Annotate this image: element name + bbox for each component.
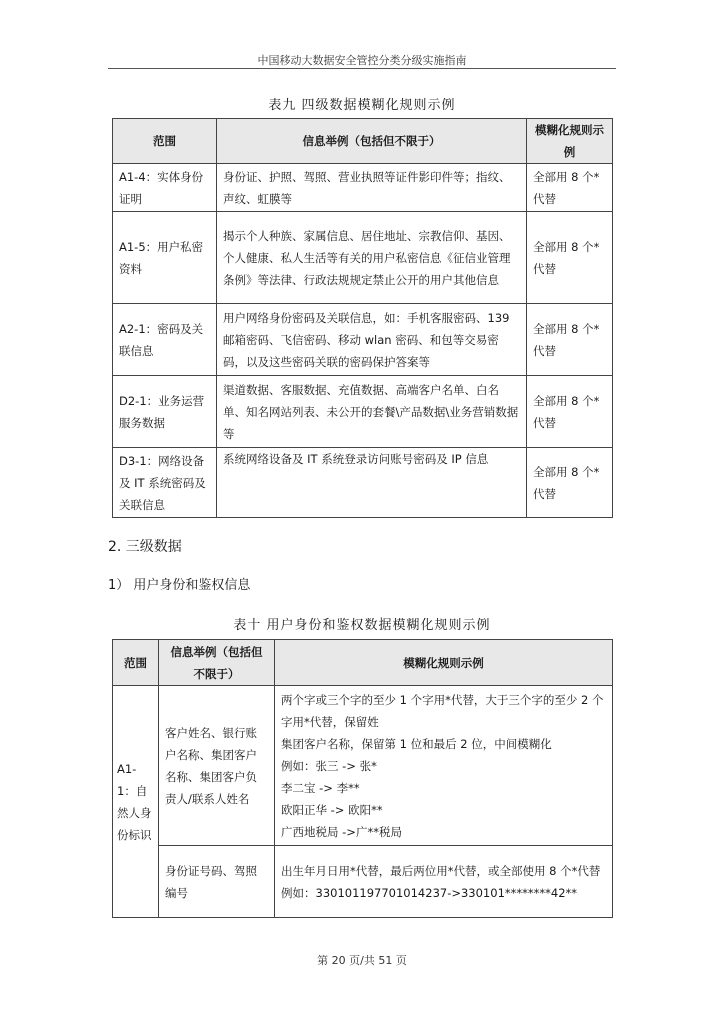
rule-line: 两个字或三个字的至少 1 个字用*代替，大于三个字的至少 2 个字用*代替，保留姓 [281, 692, 604, 729]
table9-scope-cell: A2-1：密码及关联信息 [113, 304, 217, 376]
table-row [113, 376, 613, 448]
table9-rule-cell: 全部用 8 个*代替 [527, 304, 613, 376]
table10-rule-cell [275, 686, 613, 846]
table9-rule-cell: 全部用 8 个*代替 [527, 376, 613, 448]
table9-scope-cell: A1-4：实体身份证明 [113, 164, 217, 212]
table9-rule-cell: 全部用 8 个*代替 [527, 164, 613, 212]
page-header: 中国移动大数据安全管控分类分级实施指南 [257, 54, 467, 67]
table10-header-info: 信息举例（包括但不限于） [159, 640, 275, 686]
table9-info-cell: 渠道数据、客服数据、充值数据、高端客户名单、白名单、知名网站列表、未公开的套餐\产品数据\业务营销数据等 [217, 376, 527, 448]
table9 [112, 118, 613, 518]
table9-info-cell: 系统网络设备及 IT 系统登录访问账号密码及 IP 信息 [217, 448, 527, 518]
subsection-heading: 1） 用户身份和鉴权信息 [108, 578, 251, 593]
table9-header-info: 信息举例（包括但不限于） [217, 119, 527, 164]
table-row [113, 304, 613, 376]
page-number: 第 20 页/共 51 页 [317, 954, 407, 967]
rule-line: 出生年月日用*代替，最后两位用*代替，或全部使用 8 个*代替 [281, 863, 601, 878]
table-row [113, 212, 613, 304]
table10-rule-cell [275, 846, 613, 918]
section-heading: 2. 三级数据 [108, 539, 182, 555]
table9-caption: 表九 四级数据模糊化规则示例 [268, 98, 456, 113]
table10-caption: 表十 用户身份和鉴权数据模糊化规则示例 [233, 618, 491, 633]
table-row [113, 686, 613, 846]
table10-info-cell: 身份证号码、驾照编号 [159, 846, 275, 918]
table9-header-scope: 范围 [113, 119, 217, 164]
rule-line: 欧阳正华 -> 欧阳** [281, 802, 383, 817]
table10-header-rule: 模糊化规则示例 [275, 640, 613, 686]
table9-info-cell: 身份证、护照、驾照、营业执照等证件影印件等；指纹、声纹、虹膜等 [217, 164, 527, 212]
table9-scope-cell: D3-1：网络设备及 IT 系统密码及关联信息 [113, 448, 217, 518]
table9-scope-cell: A1-5：用户私密资料 [113, 212, 217, 304]
table9-info-cell: 揭示个人种族、家属信息、居住地址、宗教信仰、基因、个人健康、私人生活等有关的用户私密信息《征信业管理条例》等法律、行政法规规定禁止公开的用户其他信息 [217, 212, 527, 304]
table9-info-cell: 用户网络身份密码及关联信息，如：手机客服密码、139 邮箱密码、飞信密码、移动 wlan 密码、和包等交易密码，以及这些密码关联的密码保护答案等 [217, 304, 527, 376]
rule-line: 集团客户名称，保留第 1 位和最后 2 位，中间模糊化 [281, 736, 552, 751]
header-divider [108, 68, 616, 69]
table10-info-cell: 客户姓名、银行账户名称、集团客户名称、集团客户负责人/联系人姓名 [159, 686, 275, 846]
rule-line: 李二宝 -> 李** [281, 780, 360, 795]
rule-line: 广西地税局 ->广**税局 [281, 824, 402, 839]
rule-line: 例如：张三 -> 张* [281, 758, 377, 773]
table9-rule-cell: 全部用 8 个*代替 [527, 448, 613, 518]
table-row [113, 164, 613, 212]
table-row [113, 448, 613, 518]
table9-rule-cell: 全部用 8 个*代替 [527, 212, 613, 304]
table9-scope-cell: D2-1：业务运营服务数据 [113, 376, 217, 448]
table10 [112, 639, 613, 918]
rule-line: 例如：330101197701014237->330101********42** [281, 885, 578, 900]
table-row [113, 846, 613, 918]
table9-header-rule: 模糊化规则示例 [527, 119, 613, 164]
table10-header-scope: 范围 [113, 640, 159, 686]
table10-scope-cell: A1-1：自然人身份标识 [113, 686, 159, 918]
